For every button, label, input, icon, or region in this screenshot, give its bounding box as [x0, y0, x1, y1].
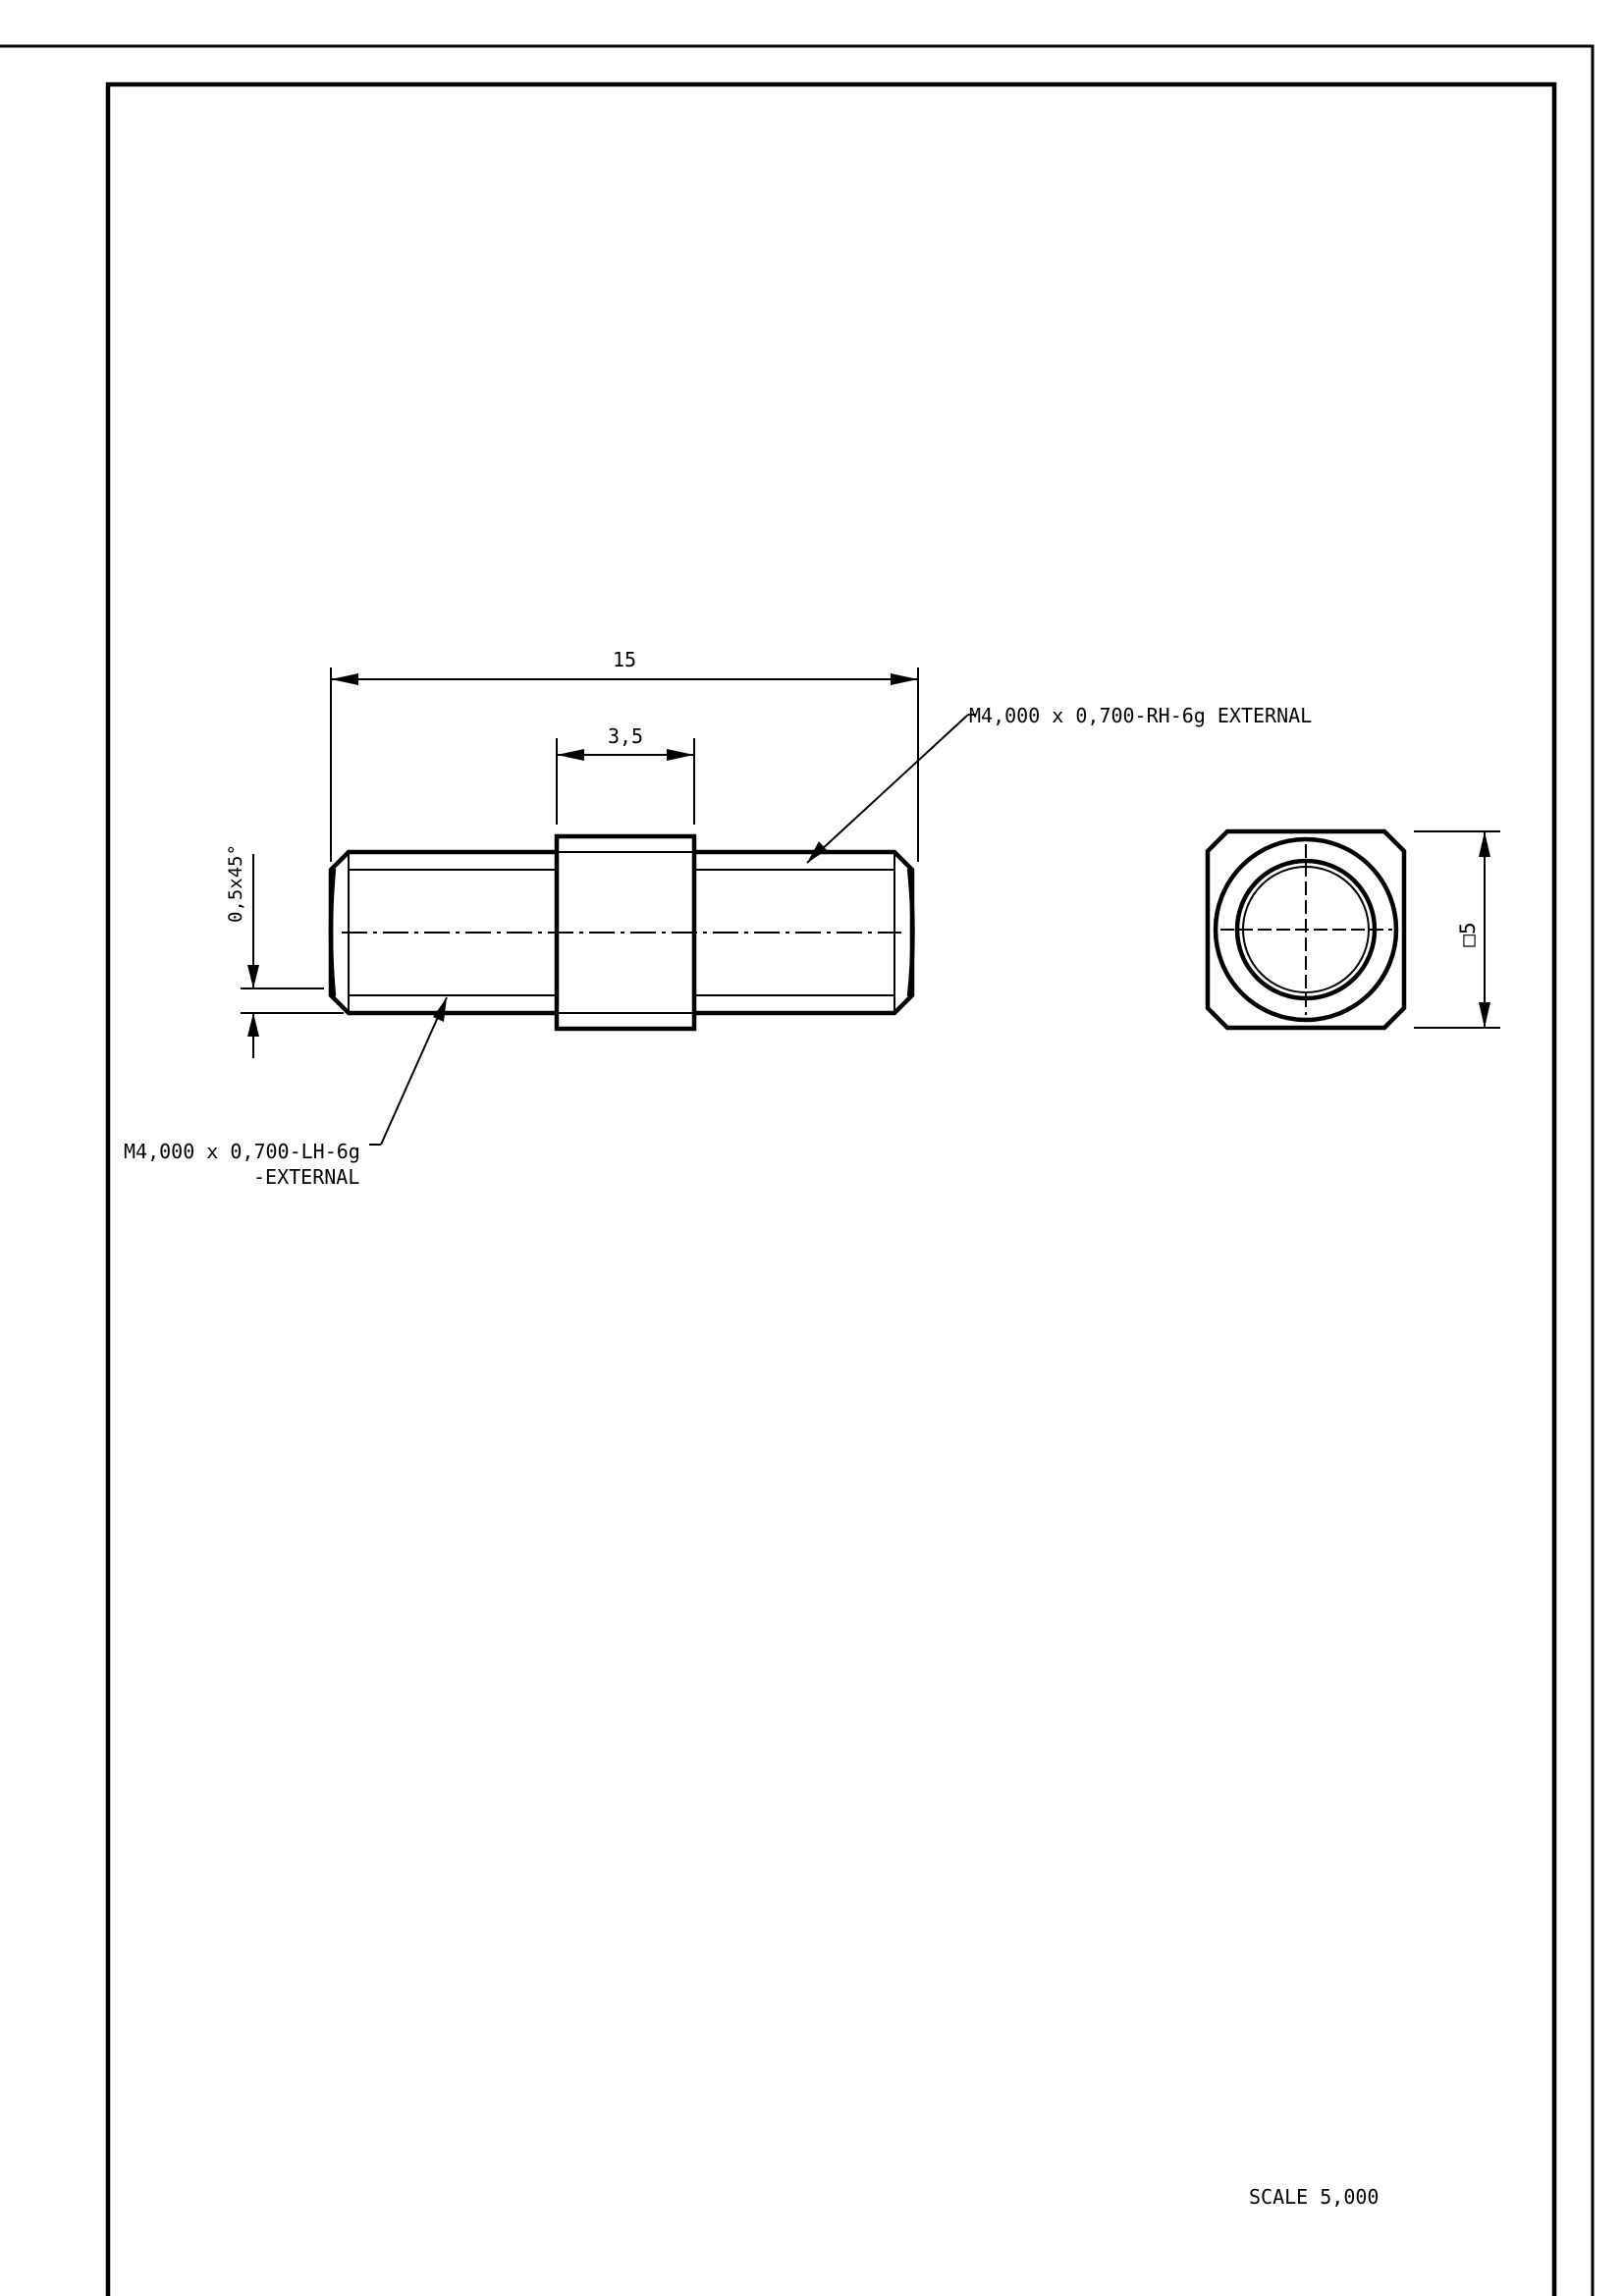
dim-chamfer: [225, 844, 344, 1058]
dim-square-text: □5: [1456, 922, 1480, 947]
thread-callout-right-text: M4,000 x 0,700-RH-6g EXTERNAL: [969, 704, 1313, 727]
sheet-border: [0, 46, 1593, 2296]
scale-note: SCALE 5,000: [1249, 2185, 1380, 2209]
dim-collar-width: [557, 724, 694, 825]
thread-callout-right: [807, 704, 1312, 863]
front-view: [331, 836, 913, 1029]
dim-collar-width-text: 3,5: [607, 724, 644, 748]
end-view: [1208, 831, 1404, 1028]
thread-callout-left-line1: M4,000 x 0,700-LH-6g: [124, 1140, 360, 1163]
dim-overall-length-text: 15: [612, 648, 637, 671]
thread-callout-left: [124, 997, 447, 1189]
dim-chamfer-text: 0,5x45°: [225, 843, 246, 924]
thread-callout-left-line2: -EXTERNAL: [253, 1165, 360, 1189]
dim-square: [1414, 831, 1500, 1028]
